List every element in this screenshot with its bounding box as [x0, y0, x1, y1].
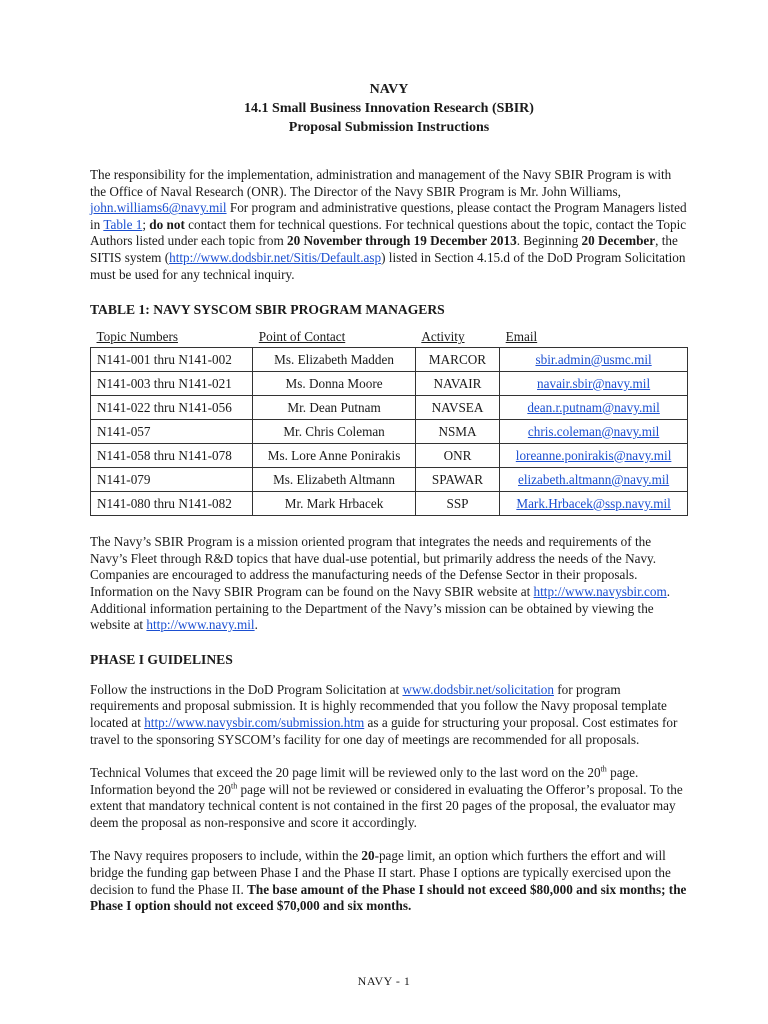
table-row	[91, 444, 688, 468]
table-row	[91, 396, 688, 420]
table-row	[91, 348, 688, 372]
table-row	[91, 372, 688, 396]
contact-cell: Ms. Elizabeth Altmann	[253, 468, 416, 492]
program-text-1: The Navy’s SBIR Program is a mission oriented program that integrates the needs and requirements of the Navy’s Fleet through R&D topics that have dual-use potential, but primarily address the needs of the Navy. Companies are encouraged to address the manufacturing needs of the Defense Sector in their proposals. Information on the Navy SBIR Program can be found on the Navy SBIR website at	[90, 534, 657, 599]
email-cell	[500, 372, 688, 396]
contact-cell: Ms. Donna Moore	[253, 372, 416, 396]
program-text-3: .	[254, 617, 258, 633]
intro-text-7: ) listed in Section 4.15.d of the DoD Program Solicitation must be used for any technical inquiry.	[90, 249, 686, 282]
director-email-link[interactable]: john.williams6@navy.mil	[90, 200, 227, 216]
phase1-p1-text-2: for program requirements and proposal submission. It is highly recommended that you follow the Navy proposal template located at	[90, 681, 667, 730]
intro-text-3: ;	[142, 216, 150, 232]
email-cell	[500, 420, 688, 444]
topic-numbers-cell: N141-022 thru N141-056	[91, 396, 253, 420]
topic-numbers-cell: N141-080 thru N141-082	[91, 492, 253, 516]
title-line-1: NAVY	[369, 82, 409, 97]
program-paragraph	[90, 534, 688, 634]
intro-text-1: The responsibility for the implementation, administration and management of the Navy SBIR Program is with the Office of Naval Research (ONR). The Director of the Navy SBIR Program is Mr. John Williams,	[90, 167, 672, 199]
intro-text-2: For program and administrative questions, please contact the Program Managers listed in	[90, 200, 687, 232]
phase1-paragraph-2	[90, 765, 688, 831]
col-activity: Activity	[421, 329, 465, 345]
program-text-2: . Additional information pertaining to the Department of the Navy’s mission can be obtained by viewing the website at	[90, 583, 671, 633]
email-cell	[500, 396, 688, 420]
email-link[interactable]: chris.coleman@navy.mil	[527, 423, 660, 439]
document-page	[90, 80, 688, 915]
title-line-3: Proposal Submission Instructions	[288, 120, 490, 135]
intro-text-4: contact them for technical questions. For technical questions about the topic, contact the Topic Authors listed under each topic from	[90, 216, 687, 249]
table-header-row	[91, 327, 688, 348]
intro-text-6: , the SITIS system (	[90, 233, 678, 265]
table1-link[interactable]: Table 1	[103, 216, 143, 232]
topic-numbers-cell: N141-003 thru N141-021	[91, 372, 253, 396]
title-line-2: 14.1 Small Business Innovation Research (SBIR)	[244, 101, 534, 116]
contact-cell: Mr. Dean Putnam	[253, 396, 416, 420]
email-link[interactable]: loreanne.ponirakis@navy.mil	[515, 447, 672, 463]
phase1-paragraph-3	[90, 848, 688, 914]
email-cell	[500, 492, 688, 516]
page-footer: NAVY - 1	[357, 974, 411, 988]
solicitation-link[interactable]: www.dodsbir.net/solicitation	[402, 681, 554, 697]
program-managers-table	[90, 327, 688, 516]
table-row	[91, 468, 688, 492]
col-email: Email	[505, 329, 538, 345]
email-cell	[500, 348, 688, 372]
phase1-p1-text-3: as a guide for structuring your proposal. Cost estimates for travel to the sponsoring SYSCOM’s facility for one day of meetings are recommended for all proposals.	[90, 714, 678, 747]
col-topic-numbers: Topic Numbers	[96, 329, 178, 345]
sitis-link[interactable]: http://www.dodsbir.net/Sitis/Default.asp	[169, 249, 382, 265]
intro-paragraph	[90, 167, 688, 283]
email-link[interactable]: elizabeth.altmann@navy.mil	[517, 471, 670, 487]
page-limit-bold: 20	[361, 848, 375, 864]
phase1-p1-text-1: Follow the instructions in the DoD Program Solicitation at	[90, 681, 403, 697]
phase1-p3-text-1: The Navy requires proposers to include, within the	[90, 848, 362, 864]
topic-numbers-cell: N141-058 thru N141-078	[91, 444, 253, 468]
superscript-th: th	[600, 764, 607, 774]
activity-cell: SSP	[415, 492, 499, 516]
phase1-heading: PHASE I GUIDELINES	[90, 651, 233, 667]
date-start-text: 20 December	[581, 233, 656, 249]
intro-text-5: . Beginning	[516, 233, 582, 249]
phase1-p2-text-3: page will not be reviewed or considered in evaluating the Offeror’s proposal. To the extent that mandatory technical content is not contained in the first 20 pages of the proposal, the evaluator may deem the proposal as non-responsive and score it accordingly.	[90, 781, 683, 830]
activity-cell: SPAWAR	[415, 468, 499, 492]
phase1-p2-text-1: Technical Volumes that exceed the 20 page limit will be reviewed only to the last word on the 20	[90, 765, 601, 781]
email-cell	[500, 444, 688, 468]
contact-cell: Mr. Chris Coleman	[253, 420, 416, 444]
email-link[interactable]: sbir.admin@usmc.mil	[535, 351, 652, 367]
email-link[interactable]: Mark.Hrbacek@ssp.navy.mil	[516, 495, 671, 511]
activity-cell: NAVAIR	[415, 372, 499, 396]
table-row	[91, 492, 688, 516]
do-not-text: do not	[149, 216, 185, 232]
activity-cell: MARCOR	[415, 348, 499, 372]
phase1-p3-text-2: -page limit, an option which furthers the effort and will bridge the funding gap between Phase I and the Phase II start. Phase I options are typically exercised upon the decision to fund the Phase II.	[90, 848, 671, 897]
topic-numbers-cell: N141-001 thru N141-002	[91, 348, 253, 372]
topic-numbers-cell: N141-079	[91, 468, 253, 492]
contact-cell: Ms. Elizabeth Madden	[253, 348, 416, 372]
navysbir-link[interactable]: http://www.navysbir.com	[533, 583, 667, 599]
activity-cell: NAVSEA	[415, 396, 499, 420]
funding-limit-bold: The base amount of the Phase I should not exceed $80,000 and six months; the Phase I option should not exceed $70,000 and six months.	[90, 881, 687, 914]
table1-heading: TABLE 1: NAVY SYSCOM SBIR PROGRAM MANAGERS	[90, 302, 445, 318]
contact-cell: Ms. Lore Anne Ponirakis	[253, 444, 416, 468]
contact-cell: Mr. Mark Hrbacek	[253, 492, 416, 516]
activity-cell: NSMA	[415, 420, 499, 444]
title-block	[90, 80, 688, 137]
date-range-text: 20 November through 19 December 2013	[287, 233, 517, 249]
phase1-paragraph-1	[90, 682, 688, 748]
navy-mil-link[interactable]: http://www.navy.mil	[146, 617, 255, 633]
email-link[interactable]: dean.r.putnam@navy.mil	[527, 399, 660, 415]
activity-cell: ONR	[415, 444, 499, 468]
table-row	[91, 420, 688, 444]
superscript-th: th	[231, 781, 238, 791]
topic-numbers-cell: N141-057	[91, 420, 253, 444]
email-link[interactable]: navair.sbir@navy.mil	[537, 375, 651, 391]
submission-link[interactable]: http://www.navysbir.com/submission.htm	[144, 714, 365, 730]
col-point-of-contact: Point of Contact	[258, 329, 346, 345]
email-cell	[500, 468, 688, 492]
phase1-p2-text-2: page. Information beyond the 20	[90, 765, 639, 797]
